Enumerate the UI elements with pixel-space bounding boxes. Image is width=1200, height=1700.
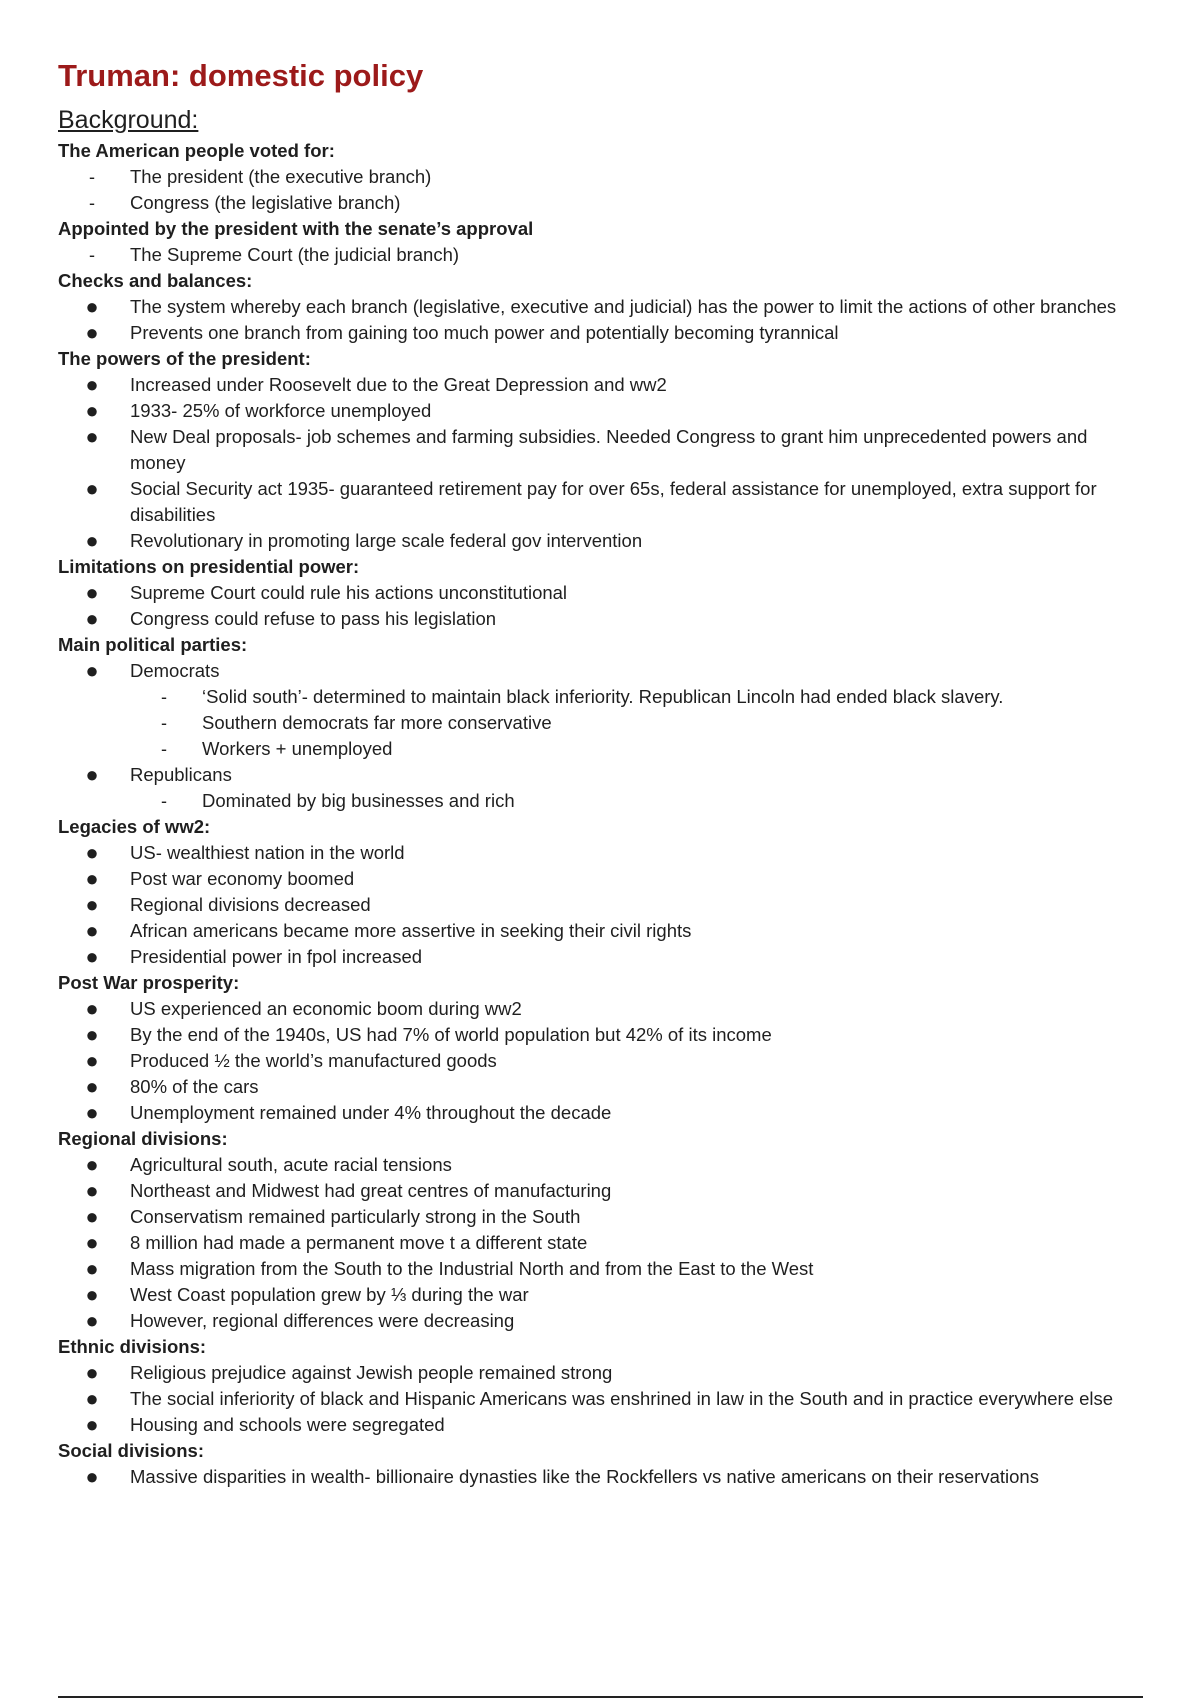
list-item-text: Agricultural south, acute racial tensions [130, 1154, 452, 1175]
section-heading: The powers of the president: [58, 348, 311, 369]
bullet-marker: ● [85, 294, 99, 319]
list-item [58, 190, 1148, 216]
list-item [58, 866, 1148, 892]
list-item-text: Unemployment remained under 4% throughout the decade [130, 1102, 612, 1123]
list-item-text: Produced ½ the world’s manufactured goods [130, 1050, 497, 1071]
page-title: Truman: domestic policy [58, 58, 424, 93]
dash-marker: - [161, 791, 167, 811]
list-item [58, 892, 1148, 918]
list-item [58, 528, 1148, 554]
section-list [58, 294, 1148, 346]
list-item [58, 320, 1148, 346]
list-item-text: ‘Solid south’- determined to maintain black inferiority. Republican Lincoln had ended black slavery. [202, 686, 1004, 707]
section-heading: Legacies of ww2: [58, 816, 211, 837]
bullet-marker: ● [85, 528, 99, 553]
list-item-text: African americans became more assertive in seeking their civil rights [130, 920, 692, 941]
section-heading: Regional divisions: [58, 1128, 228, 1149]
section-list [58, 242, 1148, 268]
list-item-text: Housing and schools were segregated [130, 1414, 445, 1435]
bullet-marker: ● [85, 1074, 99, 1099]
list-item [58, 1464, 1148, 1490]
list-item [58, 710, 1148, 736]
list-item [58, 1360, 1148, 1386]
bullet-marker: ● [85, 476, 99, 501]
list-item-text: West Coast population grew by ⅓ during the war [130, 1284, 529, 1305]
list-item [58, 294, 1148, 320]
bullet-marker: ● [85, 840, 99, 865]
section-list [58, 658, 1148, 814]
list-item [58, 944, 1148, 970]
section-heading: Main political parties: [58, 634, 248, 655]
bullet-marker: ● [85, 1308, 99, 1333]
bullet-marker: ● [85, 1282, 99, 1307]
list-item [58, 684, 1148, 710]
dash-marker: - [89, 193, 95, 213]
section-heading: Limitations on presidential power: [58, 556, 360, 577]
bullet-marker: ● [85, 866, 99, 891]
list-item-text: Prevents one branch from gaining too much power and potentially becoming tyrannical [130, 322, 839, 343]
list-item-text: Conservatism remained particularly strong in the South [130, 1206, 581, 1227]
bullet-marker: ● [85, 372, 99, 397]
dash-marker: - [89, 245, 95, 265]
document [58, 52, 1148, 1490]
list-item [58, 1412, 1148, 1438]
list-item [58, 372, 1148, 398]
list-item [58, 840, 1148, 866]
list-item [58, 1100, 1148, 1126]
bullet-marker: ● [85, 762, 99, 787]
list-item-text: 80% of the cars [130, 1076, 259, 1097]
list-item [58, 1386, 1148, 1412]
list-item-text: Supreme Court could rule his actions unconstitutional [130, 582, 568, 603]
section-list [58, 1152, 1148, 1334]
bullet-marker: ● [85, 658, 99, 683]
list-item-text: The social inferiority of black and Hispanic Americans was enshrined in law in the South and in practice everywhere else [130, 1388, 1114, 1409]
section [58, 268, 1148, 346]
bullet-marker: ● [85, 1256, 99, 1281]
section-list [58, 164, 1148, 216]
list-item-text: New Deal proposals- job schemes and farming subsidies. Needed Congress to grant him unprecedented powers and money [130, 426, 1088, 473]
list-item [58, 918, 1148, 944]
list-item [58, 580, 1148, 606]
section-heading: Appointed by the president with the senate’s approval [58, 218, 534, 239]
list-item-text: Northeast and Midwest had great centres of manufacturing [130, 1180, 612, 1201]
section-heading: Ethnic divisions: [58, 1336, 207, 1357]
list-item-text: However, regional differences were decreasing [130, 1310, 515, 1331]
list-item [58, 762, 1148, 788]
list-item [58, 1256, 1148, 1282]
list-item [58, 606, 1148, 632]
bullet-marker: ● [85, 1412, 99, 1437]
list-item [58, 658, 1148, 684]
list-item [58, 788, 1148, 814]
list-item-text: Congress could refuse to pass his legislation [130, 608, 497, 629]
section [58, 1334, 1148, 1438]
dash-marker: - [161, 739, 167, 759]
dash-marker: - [161, 713, 167, 733]
dash-marker: - [89, 167, 95, 187]
list-item [58, 1308, 1148, 1334]
list-item [58, 398, 1148, 424]
bullet-marker: ● [85, 1360, 99, 1385]
list-item-text: 1933- 25% of workforce unemployed [130, 400, 432, 421]
list-item [58, 1178, 1148, 1204]
section-heading: Post War prosperity: [58, 972, 240, 993]
list-item [58, 736, 1148, 762]
list-item [58, 164, 1148, 190]
bullet-marker: ● [85, 1464, 99, 1489]
list-item-text: Dominated by big businesses and rich [202, 790, 515, 811]
bullet-marker: ● [85, 1100, 99, 1125]
section-list [58, 580, 1148, 632]
list-item-text: Religious prejudice against Jewish people remained strong [130, 1362, 613, 1383]
list-item-text: Regional divisions decreased [130, 894, 371, 915]
section-heading: Social divisions: [58, 1440, 204, 1461]
list-item [58, 1230, 1148, 1256]
list-item-text: Increased under Roosevelt due to the Great Depression and ww2 [130, 374, 667, 395]
list-item-text: Social Security act 1935- guaranteed retirement pay for over 65s, federal assistance for unemployed, extra support for disabilities [130, 478, 1097, 525]
bullet-marker: ● [85, 1048, 99, 1073]
list-item-text: The system whereby each branch (legislative, executive and judicial) has the power to limit the actions of other branches [130, 296, 1117, 317]
bullet-marker: ● [85, 996, 99, 1021]
section [58, 138, 1148, 216]
list-item [58, 1048, 1148, 1074]
list-item-text: The president (the executive branch) [130, 166, 432, 187]
list-item [58, 1152, 1148, 1178]
bullet-marker: ● [85, 606, 99, 631]
section-list [58, 996, 1148, 1126]
list-item-text: 8 million had made a permanent move t a different state [130, 1232, 588, 1253]
list-item-text: US- wealthiest nation in the world [130, 842, 405, 863]
list-item-text: Massive disparities in wealth- billionaire dynasties like the Rockfellers vs native americans on their reservations [130, 1466, 1039, 1487]
list-item [58, 1204, 1148, 1230]
list-item-text: Democrats [130, 660, 220, 681]
list-item-text: Presidential power in fpol increased [130, 946, 423, 967]
section-heading: Checks and balances: [58, 270, 253, 291]
list-item [58, 1074, 1148, 1100]
section-list [58, 1360, 1148, 1438]
list-item-text: Workers + unemployed [202, 738, 393, 759]
section [58, 216, 1148, 268]
list-item [58, 996, 1148, 1022]
list-item [58, 424, 1148, 476]
list-item-text: Congress (the legislative branch) [130, 192, 401, 213]
list-item-text: Southern democrats far more conservative [202, 712, 552, 733]
bullet-marker: ● [85, 1386, 99, 1411]
page-subtitle: Background: [58, 106, 199, 134]
section-list [58, 1464, 1148, 1490]
section [58, 346, 1148, 554]
sections-container [58, 138, 1148, 1490]
bullet-marker: ● [85, 398, 99, 423]
list-item [58, 476, 1148, 528]
list-item-text: US experienced an economic boom during ww2 [130, 998, 522, 1019]
section [58, 814, 1148, 970]
bullet-marker: ● [85, 1204, 99, 1229]
section-heading: The American people voted for: [58, 140, 335, 161]
list-item-text: Republicans [130, 764, 232, 785]
section [58, 1438, 1148, 1490]
bullet-marker: ● [85, 892, 99, 917]
section [58, 632, 1148, 814]
bullet-marker: ● [85, 1178, 99, 1203]
bullet-marker: ● [85, 1022, 99, 1047]
bullet-marker: ● [85, 918, 99, 943]
list-item [58, 1282, 1148, 1308]
section-list [58, 840, 1148, 970]
list-item-text: Mass migration from the South to the Industrial North and from the East to the West [130, 1258, 814, 1279]
section [58, 554, 1148, 632]
section [58, 970, 1148, 1126]
list-item-text: Post war economy boomed [130, 868, 355, 889]
section-list [58, 372, 1148, 554]
bullet-marker: ● [85, 424, 99, 449]
section [58, 1126, 1148, 1334]
page-bottom-rule [58, 1696, 1143, 1698]
list-item [58, 1022, 1148, 1048]
bullet-marker: ● [85, 1230, 99, 1255]
bullet-marker: ● [85, 320, 99, 345]
dash-marker: - [161, 687, 167, 707]
bullet-marker: ● [85, 1152, 99, 1177]
list-item [58, 242, 1148, 268]
list-item-text: The Supreme Court (the judicial branch) [130, 244, 460, 265]
list-item-text: Revolutionary in promoting large scale federal gov intervention [130, 530, 643, 551]
list-item-text: By the end of the 1940s, US had 7% of world population but 42% of its income [130, 1024, 772, 1045]
bullet-marker: ● [85, 944, 99, 969]
bullet-marker: ● [85, 580, 99, 605]
